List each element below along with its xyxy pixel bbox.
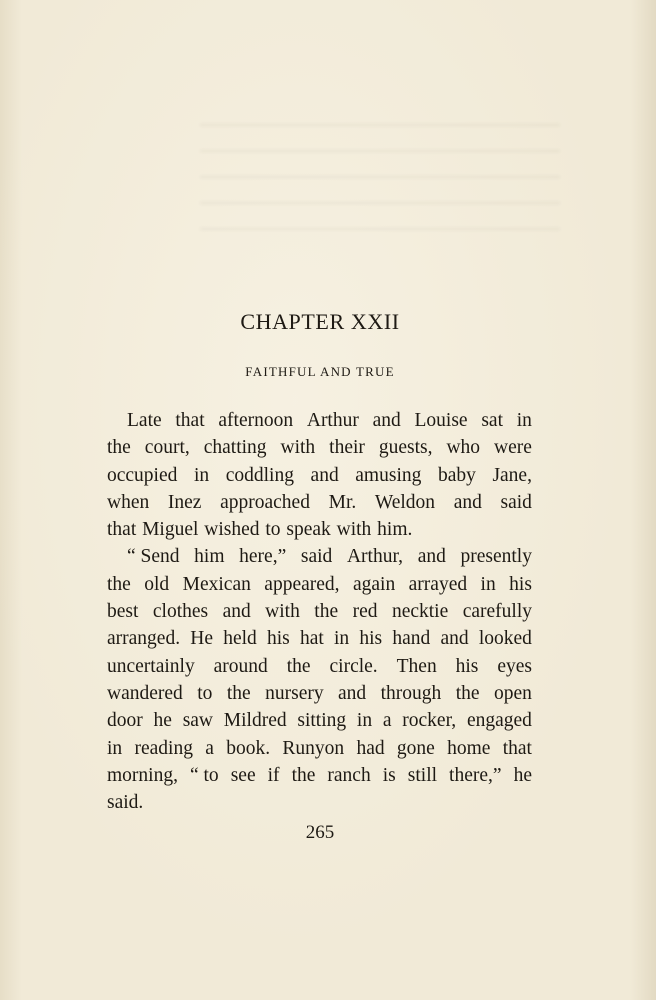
word: arranged.: [107, 628, 181, 650]
word: Runyon: [282, 737, 345, 759]
word: guests,: [378, 437, 433, 459]
word: said.: [107, 792, 144, 814]
paragraph: [107, 543, 532, 816]
chapter-title: CHAPTER XXII: [240, 309, 400, 334]
word: red: [352, 601, 378, 623]
word: his: [509, 573, 532, 595]
word: that: [502, 737, 532, 759]
word: coddling: [225, 464, 294, 486]
word: his: [267, 628, 290, 650]
word: circle.: [329, 655, 378, 677]
word: the: [455, 682, 480, 704]
word: the: [107, 573, 131, 595]
word: morning,: [107, 764, 178, 786]
word: he: [513, 764, 532, 786]
word: presently: [460, 546, 532, 568]
word: occupied: [107, 464, 178, 486]
word: and: [338, 682, 367, 704]
text-line: [107, 543, 532, 570]
word: see: [230, 764, 256, 786]
word: his: [455, 655, 479, 677]
word: looked: [478, 628, 532, 650]
word: were: [494, 437, 532, 459]
word: He: [190, 628, 214, 650]
word: “ to: [189, 764, 219, 786]
word: in: [107, 737, 123, 759]
text-line: [107, 789, 532, 816]
word: Then: [396, 655, 437, 677]
word: in: [193, 464, 210, 486]
show-through-texture: [200, 120, 560, 230]
text-line: [107, 407, 532, 434]
word: engaged: [466, 710, 532, 732]
word: Late: [127, 410, 162, 431]
word: saw: [182, 710, 214, 732]
word: there,”: [449, 764, 502, 786]
word: with: [265, 601, 300, 623]
chapter-subtitle: FAITHFUL AND TRUE: [245, 364, 395, 379]
text-line: [107, 462, 532, 489]
word: Jane,: [492, 464, 532, 486]
paragraph: [107, 407, 532, 543]
word: best: [107, 601, 139, 623]
word: Miguel: [142, 519, 199, 541]
word: and: [440, 628, 469, 650]
word: had: [356, 737, 385, 759]
word: and: [417, 546, 446, 568]
text-line: [107, 707, 532, 734]
word: nursery: [265, 682, 324, 704]
word: Arthur,: [346, 546, 404, 568]
word: door: [107, 710, 143, 732]
text-line: [107, 434, 532, 461]
word: rocker,: [402, 710, 457, 732]
word: amusing: [355, 464, 422, 486]
word: home: [447, 737, 491, 759]
word: him.: [377, 519, 413, 541]
word: baby: [437, 464, 476, 486]
word: who: [446, 437, 481, 459]
word: “ Send: [127, 546, 180, 568]
word: wished: [204, 519, 260, 541]
word: and: [372, 410, 401, 431]
word: in: [516, 410, 532, 431]
word: still: [407, 764, 438, 786]
word: Inez: [167, 491, 202, 513]
word: is: [382, 764, 396, 786]
text-line: [107, 598, 532, 625]
text-line: [107, 571, 532, 598]
word: in: [356, 710, 373, 732]
word: with: [280, 437, 316, 459]
word: the: [291, 764, 316, 786]
word: in: [480, 573, 496, 595]
text-line: [107, 516, 532, 543]
word: the: [107, 437, 131, 459]
word: his: [359, 628, 383, 650]
word: eyes: [497, 655, 532, 677]
body-text: [107, 407, 532, 816]
word: said: [300, 546, 333, 568]
word: Louise: [414, 410, 468, 431]
word: said: [500, 491, 532, 513]
word: afternoon: [218, 410, 294, 431]
word: again: [352, 573, 396, 595]
word: when: [107, 491, 150, 513]
text-line: [107, 680, 532, 707]
word: speak: [286, 519, 331, 541]
text-line: [107, 735, 532, 762]
word: in: [334, 628, 350, 650]
word: the: [286, 655, 311, 677]
word: book.: [226, 737, 271, 759]
word: gone: [396, 737, 435, 759]
word: wandered: [107, 682, 183, 704]
word: a: [205, 737, 214, 759]
word: Mexican: [182, 573, 251, 595]
word: Mr.: [328, 491, 357, 513]
word: arrayed: [408, 573, 468, 595]
word: sitting: [297, 710, 347, 732]
word: necktie: [391, 601, 449, 623]
word: court,: [144, 437, 190, 459]
word: hat: [299, 628, 324, 650]
word: around: [213, 655, 268, 677]
word: that: [175, 410, 205, 431]
word: here,”: [239, 546, 287, 568]
word: reading: [134, 737, 193, 759]
word: the: [314, 601, 339, 623]
word: appeared,: [264, 573, 340, 595]
word: carefully: [462, 601, 532, 623]
word: uncertainly: [107, 655, 195, 677]
word: approached: [220, 491, 310, 513]
word: a: [382, 710, 392, 732]
word: sat: [481, 410, 504, 431]
word: held: [223, 628, 257, 650]
word: ranch: [327, 764, 371, 786]
word: their: [329, 437, 365, 459]
page-number: 265: [305, 822, 335, 843]
word: to: [265, 519, 281, 541]
word: Weldon: [374, 491, 436, 513]
text-line: [107, 762, 532, 789]
word: and: [453, 491, 482, 513]
word: and: [222, 601, 251, 623]
word: him: [194, 546, 225, 568]
text-line: [107, 653, 532, 680]
word: Mildred: [223, 710, 287, 732]
text-line: [107, 625, 532, 652]
word: chatting: [203, 437, 267, 459]
word: Arthur: [306, 410, 359, 431]
word: and: [310, 464, 339, 486]
word: that: [107, 519, 137, 541]
word: open: [494, 682, 532, 704]
word: with: [336, 519, 372, 541]
word: the: [226, 682, 251, 704]
word: hand: [392, 628, 431, 650]
word: he: [153, 710, 172, 732]
word: through: [380, 682, 442, 704]
text-line: [107, 489, 532, 516]
word: clothes: [152, 601, 209, 623]
word: if: [267, 764, 280, 786]
word: to: [197, 682, 213, 704]
word: old: [144, 573, 170, 595]
